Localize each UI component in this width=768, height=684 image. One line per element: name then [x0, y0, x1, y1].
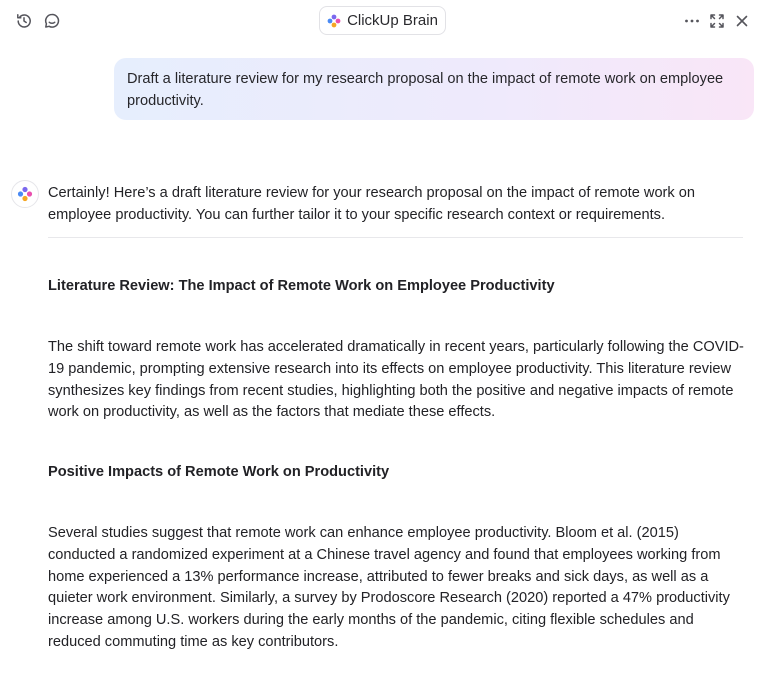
page-title: ClickUp Brain — [347, 12, 438, 29]
close-icon[interactable] — [731, 10, 753, 32]
clickup-brain-logo-icon — [327, 14, 341, 28]
user-message-text: Draft a literature review for my research proposal on the impact of remote work on employee productivity. — [127, 71, 724, 109]
chat-icon[interactable] — [41, 10, 63, 32]
user-message-bubble — [114, 58, 754, 120]
divider — [48, 237, 743, 238]
title-pill[interactable] — [319, 6, 446, 35]
history-icon[interactable] — [13, 10, 35, 32]
positive-impacts-paragraph: Several studies suggest that remote work can enhance employee productivity. Bloom et al. (2015) conducted a randomized experiment at a Chinese travel agency and found that employees working from home experienced a 13% performance increase, attributed to fewer breaks and sick days, as well as a quieter work environment. Similarly, a survey by Prodoscore Research (2020) reported a 47% productivity increase among U.S. workers during the early months of the pandemic, citing flexible schedules and reduced commuting time as key contributors. — [48, 525, 730, 650]
expand-icon[interactable] — [706, 10, 728, 32]
literature-review-heading: Literature Review: The Impact of Remote Work on Employee Productivity — [48, 278, 555, 294]
intro-paragraph: The shift toward remote work has accelerated dramatically in recent years, particularly following the COVID-19 pandemic, prompting extensive research into its effects on employee productivity. This literature review synthesizes key findings from recent studies, highlighting both the positive and negative impacts of remote work on productivity, as well as the factors that mediate these effects. — [48, 339, 744, 421]
clickup-brain-avatar-icon — [17, 186, 33, 202]
positive-impacts-heading: Positive Impacts of Remote Work on Productivity — [48, 464, 390, 480]
more-icon[interactable] — [681, 10, 703, 32]
assistant-intro: Certainly! Here’s a draft literature review for your research proposal on the impact of remote work on employee productivity. You can further tailor it to your specific research context or requirements. — [48, 185, 696, 223]
assistant-avatar — [11, 180, 39, 208]
top-bar — [0, 0, 768, 42]
